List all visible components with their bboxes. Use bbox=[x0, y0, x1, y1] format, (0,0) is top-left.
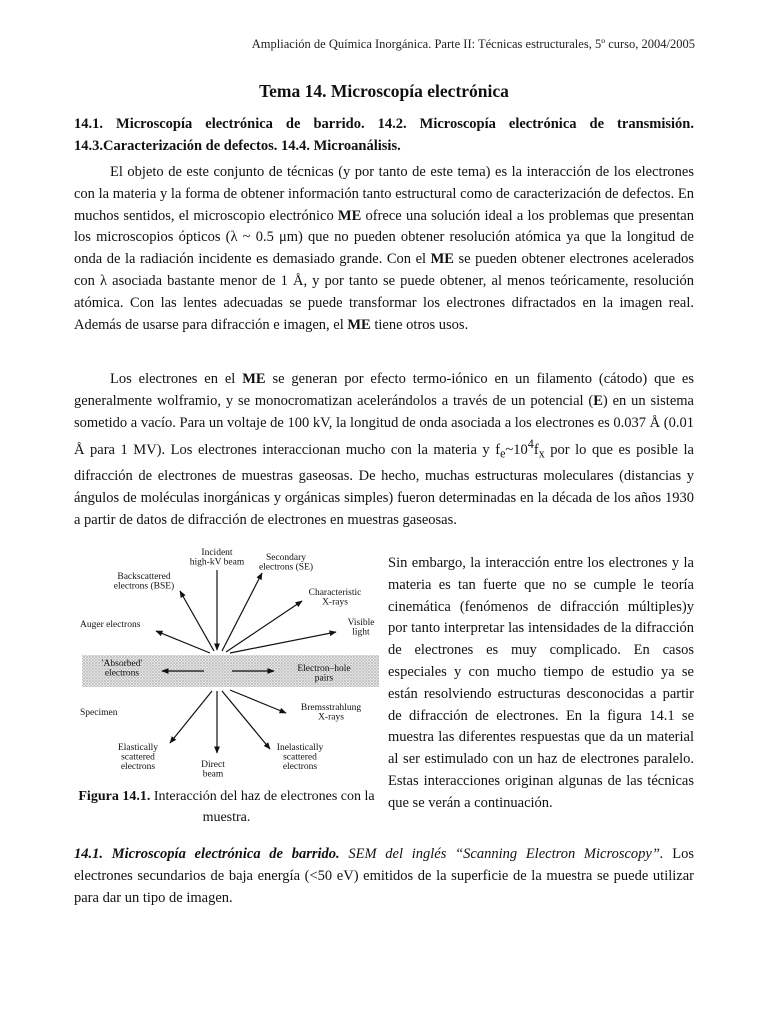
bold-e: E bbox=[593, 392, 603, 409]
text-run: ofrece una solución ideal a los problemas que presentan los microscopios ópticos (λ ~ 0.5 μm) que no pueden obtener resolución atómica ya que la longitud de onda de la radiación incidente es demasiado grande. Con el bbox=[74, 207, 694, 268]
arrow-auger bbox=[156, 631, 210, 653]
text-run: ~10 bbox=[505, 442, 528, 459]
superscript-4: 4 bbox=[527, 437, 534, 452]
paragraph-side: Sin embargo, la interacción entre los electrones y la materia es tan fuerte que no se cumple le teoría cinemática (fenómenos de difracción múltiples)y por tanto interpretar las intensidades de la difracción de electrones es muy complicado. En casos especiales y con mucho tiempo de estudio ya se están resolviendo estructuras desconocidas a partir de difracción de electrones. En la figura 14.1 se muestra las diferentes respuestas que da un material al ser estimulado con un haz de electrones paralelo. Estas interacciones originan algunas de las técnicas que se verán a continuación. bbox=[388, 555, 694, 811]
text-run: por lo que es posible la difracción de electrones de muestras gaseosas. De hecho, muchas estructuras moleculares (distancias y ángulos de moléculas inorgánicas y orgánicas simples) fueron determinadas en la década de los años 1930 a partir de datos de difracción de electrones en muestras gaseosas. bbox=[74, 442, 694, 528]
caption-text: Interacción del haz de electrones con la muestra. bbox=[150, 789, 375, 825]
bold-me: ME bbox=[430, 251, 454, 268]
text-run: ) en un sistema sometido a vacío. Para un voltaje de 100 kV, la longitud de onda asociada a los electrones es 0.037 Å (0.01 Å para 1 MV). Los electrones interaccionan mucho con la materia y f bbox=[74, 392, 694, 459]
text-run: tiene otros usos. bbox=[370, 316, 469, 333]
figure-caption bbox=[74, 786, 379, 828]
arrow-backscattered bbox=[180, 591, 214, 651]
label-elastic: Elastically scattered electrons bbox=[117, 743, 159, 772]
section-list bbox=[74, 113, 694, 157]
paragraph-intro bbox=[74, 162, 694, 336]
arrow-elastic bbox=[170, 691, 212, 743]
label-backscattered: Backscattered electrons (BSE) bbox=[113, 572, 175, 592]
label-direct-beam: Direct beam bbox=[201, 760, 225, 780]
arrow-inelastic bbox=[222, 691, 270, 749]
label-bremsstrahlung: Bremsstrahlung X-rays bbox=[300, 703, 362, 723]
section-list-line-1: 14.1. Microscopía electrónica de barrido. 14.2. Microscopía electrónica de transmisión. bbox=[74, 116, 694, 132]
arrow-bremsstrahlung bbox=[230, 690, 286, 713]
running-header: Ampliación de Química Inorgánica. Parte II: Técnicas estructurales, 5º curso, 2004/2005 bbox=[251, 37, 695, 51]
arrow-secondary bbox=[222, 573, 262, 651]
text-run: f bbox=[533, 442, 539, 459]
label-absorbed: 'Absorbed' electrons bbox=[101, 659, 143, 679]
arrow-characteristic bbox=[226, 601, 302, 652]
label-visible-light: Visible light bbox=[347, 618, 375, 638]
subscript-e: e bbox=[500, 447, 506, 462]
figure-electron-interaction bbox=[74, 545, 379, 785]
text-run: se pueden obtener electrones acelerados con λ asociada bastante menor de 1 Å, y por tanto se puede obtener, al menos teóricamente, resolución atómica. Con las lentes adecuadas se puede transformar los electrones difractados en la imagen real. Además de usarse para difracción e imagen, el bbox=[74, 251, 694, 333]
arrow-visible-light bbox=[230, 632, 336, 653]
section-list-line-2: 14.3.Caracterización de defectos. 14.4. Microanálisis. bbox=[74, 138, 401, 154]
label-specimen: Specimen bbox=[80, 708, 118, 718]
subscript-x: x bbox=[538, 447, 545, 462]
paragraph-electrons bbox=[74, 369, 694, 531]
sem-heading: 14.1. Microscopía electrónica de barrido. bbox=[74, 846, 340, 862]
page-title: Tema 14. Microscopía electrónica bbox=[259, 81, 509, 101]
text-run: El objeto de este conjunto de técnicas (y por tanto de este tema) es la interacción de los electrones con la materia y la forma de obtener información tanto estructural como de caracterización de defectos. En muchos sentidos, el microscopio electrónico bbox=[74, 164, 694, 224]
label-electron-hole: Electron–hole pairs bbox=[297, 664, 351, 684]
bold-me: ME bbox=[242, 371, 266, 387]
caption-label: Figura 14.1. bbox=[78, 789, 151, 804]
bold-me: ME bbox=[337, 207, 362, 224]
text-run: Los electrones en el bbox=[110, 371, 243, 387]
sem-italic: SEM del inglés “Scanning Electron Microscopy”. bbox=[339, 846, 664, 862]
label-auger: Auger electrons bbox=[80, 620, 141, 630]
label-characteristic: Characteristic X-rays bbox=[308, 588, 362, 608]
label-inelastic: Inelastically scattered electrons bbox=[276, 743, 324, 772]
text-run: se generan por efecto termo-iónico en un filamento (cátodo) que es generalmente wolframio, y se monocromatizan acelerándolos a través de un potencial ( bbox=[74, 371, 694, 409]
bold-me: ME bbox=[347, 316, 371, 333]
label-secondary: Secondary electrons (SE) bbox=[258, 553, 314, 573]
text-run: Los electrones secundarios de baja energía (<50 eV) emitidos de la superficie de la muestra se puede utilizar para dar un tipo de imagen. bbox=[74, 846, 694, 906]
label-incident: Incident high-kV beam bbox=[189, 548, 245, 568]
paragraph-sem bbox=[74, 844, 694, 909]
